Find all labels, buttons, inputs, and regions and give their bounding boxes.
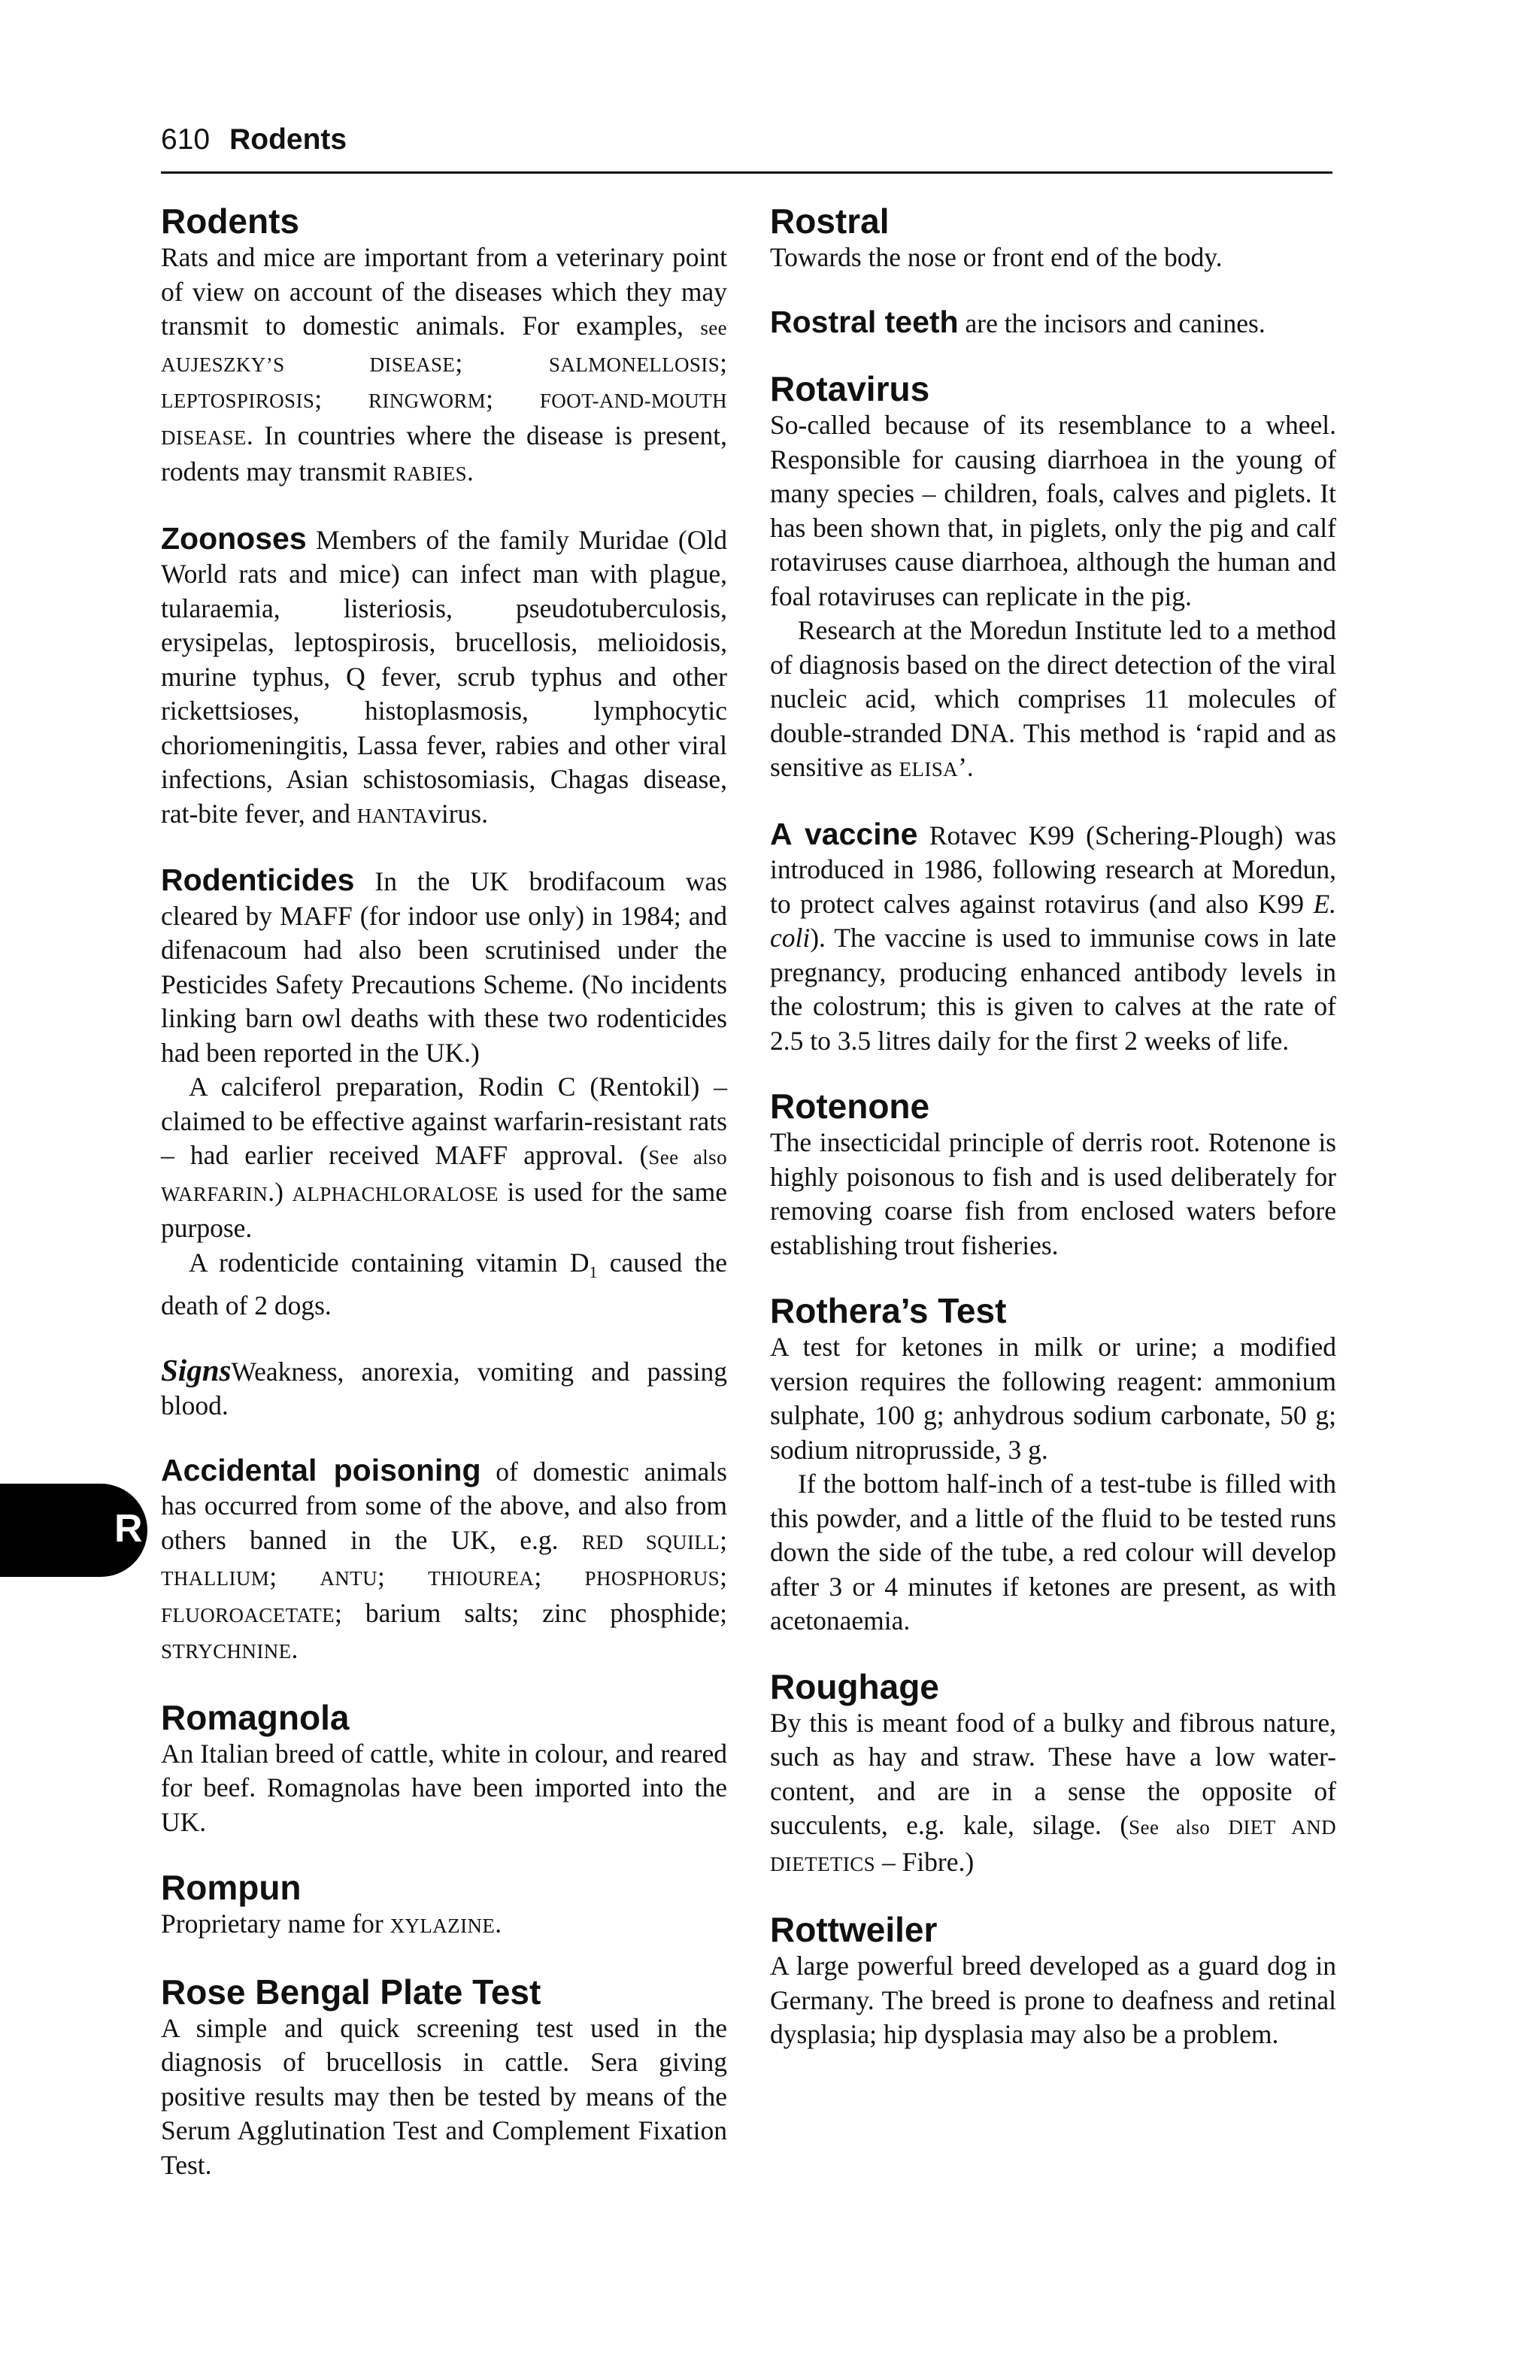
entry-body: Proprietary name for XYLAZINE. [161, 1909, 502, 1939]
cross-ref: RED SQUILL [581, 1530, 720, 1554]
thumb-tab-letter: R [114, 1507, 143, 1551]
cross-ref: XYLAZINE [390, 1915, 496, 1938]
subentry-label: Rodenticides [161, 863, 355, 897]
subentry-signs [161, 1354, 727, 1423]
cross-ref: ANTU [320, 1567, 377, 1590]
entry-heading: Rotenone [770, 1087, 930, 1126]
entry-body: By this is meant food of a bulky and fibrous nature, such as hay and straw. These have a low water-content, and are in a sense the opposite of succulents, e.g. kale, silage. (See also DIET AND DIETETICS – Fibre.) [770, 1707, 1336, 1877]
entry-body: Towards the nose or front end of the body. [770, 242, 1223, 272]
cross-ref: ALPHACHLORALOSE [292, 1182, 499, 1205]
entry-heading: Rotavirus [770, 369, 930, 408]
entry-heading: Rodents [161, 202, 299, 241]
subentry-a-vaccine [770, 817, 1336, 1059]
letter-thumb-tab [0, 1484, 147, 1577]
entry-body: Rats and mice are important from a veterinary point of view on account of the diseases which they may transmit to domestic animals. For examples, see AUJESZKY’S DISEASE; SALMONELLOSIS; LEPTOSPIROSIS; RINGWORM; FOOT-AND-MOUTH DISEASE. In countries where the disease is present, rodents may transmit RABIES. [161, 242, 727, 487]
subentry-zoonoses [161, 522, 727, 834]
entry-rose-bengal-plate-test [161, 1974, 727, 2183]
subentry-label: Zoonoses [161, 520, 307, 556]
cross-ref: STRYCHNINE [161, 1640, 292, 1663]
cross-ref: AUJESZKY’S DISEASE [161, 353, 456, 376]
entry-heading: Rottweiler [770, 1910, 938, 1949]
subentry-accidental-poisoning [161, 1454, 727, 1669]
entry-body: A calciferol preparation, Rodin C (Rentokil) – claimed to be effective against warfarin-resistant rats – had earlier received MAFF approval. (See also WARFARIN.) ALPHACHLORALOSE is used for the same purpose. [161, 1072, 727, 1243]
right-column [770, 203, 1336, 2082]
entry-heading: Rothera’s Test [770, 1291, 1007, 1330]
entry-heading: Romagnola [161, 1697, 350, 1737]
entry-body: A test for ketones in milk or urine; a modified version requires the following reagent: ammonium sulphate, 100 g; anhydrous sodium carbonate, 50 g; sodium nitroprusside, 3 g. [770, 1332, 1336, 1465]
cross-ref: RABIES [393, 462, 468, 485]
entry-body: So-called because of its resemblance to a wheel. Responsible for causing diarrhoea in the young of many species – children, foals, calves and piglets. It has been shown that, in piglets, only the pig and calf rotaviruses cause diarrhoea, although the human and foal rotaviruses can replicate in the pig. [770, 410, 1336, 611]
subentry-label: A vaccine [770, 816, 918, 851]
running-title: Rodents [229, 123, 347, 156]
cross-ref: FLUOROACETATE [161, 1603, 335, 1627]
see-marker: See also [1129, 1816, 1211, 1839]
entry-heading: Rostral [770, 202, 890, 241]
entry-body: An Italian breed of cattle, white in colour, and reared for beef. Romagnolas have been imported into the UK. [161, 1738, 727, 1837]
entry-body: Accidental poisoning of domestic animals has occurred from some of the above, and also from others banned in the UK, e.g. RED SQUILL; THALLIUM; ANTU; THIOUREA; PHOSPHORUS; FLUOROACETATE; barium salts; zinc phosphide; STRYCHNINE. [161, 1452, 727, 1665]
entry-body: Rostral teeth are the incisors and canines. [770, 304, 1266, 339]
entry-rottweiler [770, 1912, 1336, 2052]
entry-heading: Rompun [161, 1868, 302, 1908]
entry-body: The insecticidal principle of derris root. Rotenone is highly poisonous to fish and is used deliberately for removing coarse fish from enclosed waters before establishing trout fisheries. [770, 1127, 1336, 1260]
cross-ref: SALMONELLOSIS [548, 353, 720, 376]
subentry-rodenticides [161, 863, 727, 1323]
entry-body: A large powerful breed developed as a guard dog in Germany. The breed is prone to deafness and retinal dysplasia; hip dysplasia may also be a problem. [770, 1951, 1336, 2049]
cross-ref: THIOUREA [428, 1567, 535, 1590]
see-marker: see [700, 317, 727, 339]
entry-body: SignsWeakness, anorexia, vomiting and passing blood. [161, 1352, 727, 1421]
subentry-label: Signs [161, 1352, 232, 1387]
entry-body: A rodenticide containing vitamin $D_1$ caused the death of 2 dogs. [161, 1247, 727, 1321]
entry-roughage [770, 1666, 1336, 1882]
subentry-label: Accidental poisoning [161, 1452, 481, 1487]
cross-ref: PHOSPHORUS [584, 1567, 720, 1590]
entry-rotavirus [770, 371, 1336, 787]
left-column [161, 203, 727, 2212]
entry-body: Zoonoses Members of the family Muridae (Old World rats and mice) can infect man with plague, tularaemia, listeriosis, pseudotuberculosis, erysipelas, leptospirosis, brucellosis, melioidosis, murine typhus, Q fever, scrub typhus and other rickettsioses, histoplasmosis, lymphocytic choriomeningitis, Lassa fever, rabies and other viral infections, Asian schistosomiasis, Chagas disease, rat-bite fever, and HANTAvirus. [161, 520, 727, 829]
cross-ref: RINGWORM [368, 390, 487, 412]
cross-ref: HANTA [356, 804, 429, 827]
entry-rodents [161, 203, 727, 492]
entry-body: Research at the Moredun Institute led to a method of diagnosis based on the direct detection of the viral nucleic acid, which comprises 11 molecules of double-stranded DNA. This method is ‘rapid and as sensitive as ELISA’. [770, 615, 1336, 782]
header-rule [161, 171, 1332, 174]
entry-body: A simple and quick screening test used in the diagnosis of brucellosis in cattle. Sera giving positive results may then be tested by means of the Serum Agglutination Test and Complement Fixation Test. [161, 2012, 727, 2180]
cross-ref: LEPTOSPIROSIS [161, 390, 315, 412]
entry-rotenone [770, 1088, 1336, 1263]
entry-romagnola [161, 1699, 727, 1840]
cross-ref: THALLIUM [161, 1567, 270, 1590]
cross-ref: WARFARIN [161, 1182, 268, 1205]
entry-body: A vaccine Rotavec K99 (Schering-Plough) was introduced in 1986, following research at Moredun, to protect calves against rotavirus (and also K99 E. coli). The vaccine is used to immunise cows in late pregnancy, producing enhanced antibody levels in the colostrum; this is given to calves at the rate of 2.5 to 3.5 litres daily for the first 2 weeks of life. [770, 816, 1337, 1056]
subentry-label: Rostral teeth [770, 304, 959, 339]
entry-rostral [770, 203, 1336, 275]
cross-ref: ELISA [899, 758, 959, 781]
subentry-rostral-teeth [770, 305, 1336, 341]
page-number: 610 [161, 123, 211, 156]
entry-heading: Roughage [770, 1666, 939, 1706]
entry-rompun [161, 1869, 727, 1944]
cross-ref: DIET AND DIETETICS [770, 1816, 1336, 1875]
running-head [161, 123, 347, 156]
see-marker: See also [648, 1146, 727, 1169]
entry-rotheras-test [770, 1293, 1336, 1639]
entry-body: If the bottom half-inch of a test-tube is filled with this powder, and a little of the fluid to be tested runs down the side of the tube, a red colour will develop after 3 or 4 minutes if ketones are present, as with acetonaemia. [770, 1469, 1336, 1636]
cross-ref: FOOT-AND-MOUTH DISEASE [161, 390, 727, 449]
entry-heading: Rose Bengal Plate Test [161, 1972, 541, 2012]
entry-body: Rodenticides In the UK brodifacoum was cleared by MAFF (for indoor use only) in 1984; and difenacoum had also been scrutinised under the Pesticides Safety Precautions Scheme. (No incidents linking barn owl deaths with these two rodenticides had been reported in the UK.) [161, 863, 727, 1068]
